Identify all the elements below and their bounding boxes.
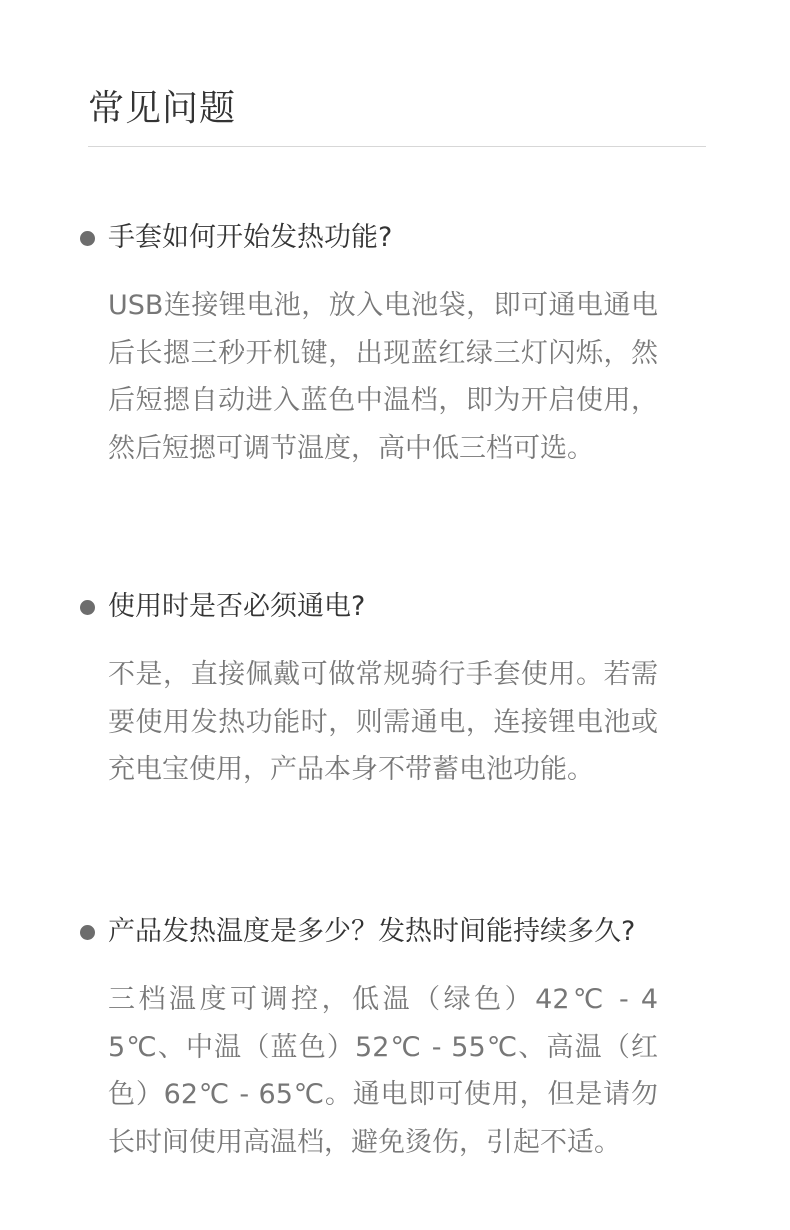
- bullet-icon: [80, 925, 95, 940]
- faq-question: 手套如何开始发热功能?: [108, 222, 393, 253]
- faq-question-row: [80, 218, 660, 258]
- faq-item-temperature-duration: [80, 912, 660, 1166]
- faq-item-power-required: [80, 587, 660, 794]
- faq-question-row: [80, 912, 660, 952]
- faq-answer: USB连接锂电池，放入电池袋，即可通电通电后长摁三秒开机键，出现蓝红绿三灯闪烁，然后短摁自动进入蓝色中温档，即为开启使用，然后短摁可调节温度，高中低三档可选。: [108, 290, 658, 464]
- faq-header: [88, 88, 706, 147]
- faq-question-row: [80, 587, 660, 627]
- faq-question: 使用时是否必须通电?: [108, 591, 366, 622]
- faq-answer: 三档温度可调控，低温（绿色）42℃ - 45℃、中温（蓝色）52℃ - 55℃、高温（红色）62℃ - 65℃。通电即可使用，但是请勿长时间使用高温档，避免烫伤，引起不适。: [108, 984, 658, 1158]
- faq-item-glove-heating: [80, 218, 660, 472]
- faq-question: 产品发热温度是多少？发热时间能持续多久?: [108, 916, 636, 947]
- faq-answer: 不是，直接佩戴可做常规骑行手套使用。若需要使用发热功能时，则需通电，连接锂电池或充电宝使用，产品本身不带蓄电池功能。: [108, 659, 658, 785]
- bullet-icon: [80, 600, 95, 615]
- bullet-icon: [80, 231, 95, 246]
- page-title: 常见问题: [88, 88, 237, 129]
